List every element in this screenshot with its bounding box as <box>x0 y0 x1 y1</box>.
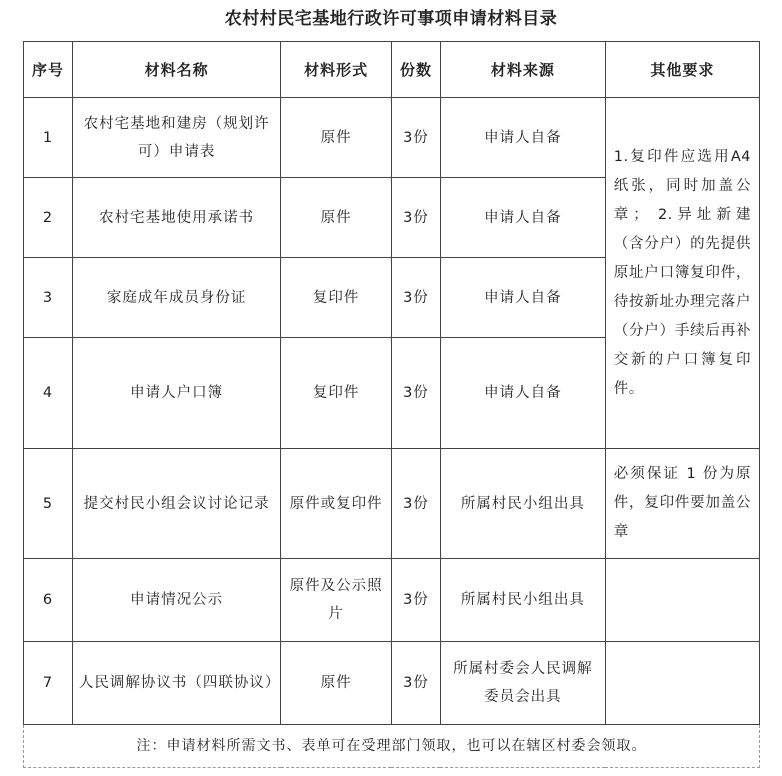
cell-source: 申请人自备 <box>440 258 605 338</box>
cell-qty: 3份 <box>391 642 440 725</box>
header-name: 材料名称 <box>72 42 280 98</box>
cell-no: 2 <box>24 178 73 258</box>
cell-name: 申请人户口簿 <box>72 338 280 449</box>
cell-qty: 3份 <box>391 449 440 559</box>
header-requirements: 其他要求 <box>605 42 759 98</box>
cell-source: 所属村民小组出具 <box>440 449 605 559</box>
cell-name: 农村宅基地和建房（规划许可）申请表 <box>72 98 280 178</box>
cell-name: 家庭成年成员身份证 <box>72 258 280 338</box>
cell-form: 原件或复印件 <box>281 449 392 559</box>
cell-form: 原件及公示照片 <box>281 559 392 642</box>
header-no: 序号 <box>24 42 73 98</box>
cell-requirements: 必须保证 1 份为原件，复印件要加盖公章 <box>605 449 759 559</box>
table-row <box>24 449 760 559</box>
cell-source: 申请人自备 <box>440 98 605 178</box>
cell-form: 原件 <box>281 98 392 178</box>
cell-form: 原件 <box>281 642 392 725</box>
table-row <box>24 559 760 642</box>
table-row <box>24 642 760 725</box>
cell-qty: 3份 <box>391 178 440 258</box>
cell-no: 4 <box>24 338 73 449</box>
header-source: 材料来源 <box>440 42 605 98</box>
cell-source: 所属村民小组出具 <box>440 559 605 642</box>
note-row <box>24 725 760 768</box>
cell-name: 申请情况公示 <box>72 559 280 642</box>
cell-name: 人民调解协议书（四联协议） <box>72 642 280 725</box>
cell-requirements: 1.复印件应选用A4纸张，同时加盖公章； 2.异址新建（含分户）的先提供原址户口簿复印件，待按新址办理完落户（分户）手续后再补交新的户口簿复印件。 <box>605 98 759 449</box>
cell-no: 3 <box>24 258 73 338</box>
header-form: 材料形式 <box>281 42 392 98</box>
cell-name: 农村宅基地使用承诺书 <box>72 178 280 258</box>
footnote: 注：申请材料所需文书、表单可在受理部门领取，也可以在辖区村委会领取。 <box>24 725 760 768</box>
cell-source: 所属村委会人民调解委员会出具 <box>440 642 605 725</box>
cell-name: 提交村民小组会议讨论记录 <box>72 449 280 559</box>
cell-requirements <box>605 559 759 642</box>
cell-requirements <box>605 642 759 725</box>
cell-qty: 3份 <box>391 338 440 449</box>
cell-no: 6 <box>24 559 73 642</box>
header-qty: 份数 <box>391 42 440 98</box>
cell-no: 5 <box>24 449 73 559</box>
cell-qty: 3份 <box>391 98 440 178</box>
cell-source: 申请人自备 <box>440 178 605 258</box>
page-title: 农村村民宅基地行政许可事项申请材料目录 <box>224 9 558 29</box>
cell-source: 申请人自备 <box>440 338 605 449</box>
cell-no: 1 <box>24 98 73 178</box>
cell-form: 复印件 <box>281 258 392 338</box>
materials-table <box>23 41 760 768</box>
cell-form: 复印件 <box>281 338 392 449</box>
cell-qty: 3份 <box>391 258 440 338</box>
cell-form: 原件 <box>281 178 392 258</box>
table-header-row <box>24 42 760 98</box>
cell-no: 7 <box>24 642 73 725</box>
table-row <box>24 98 760 178</box>
cell-qty: 3份 <box>391 559 440 642</box>
